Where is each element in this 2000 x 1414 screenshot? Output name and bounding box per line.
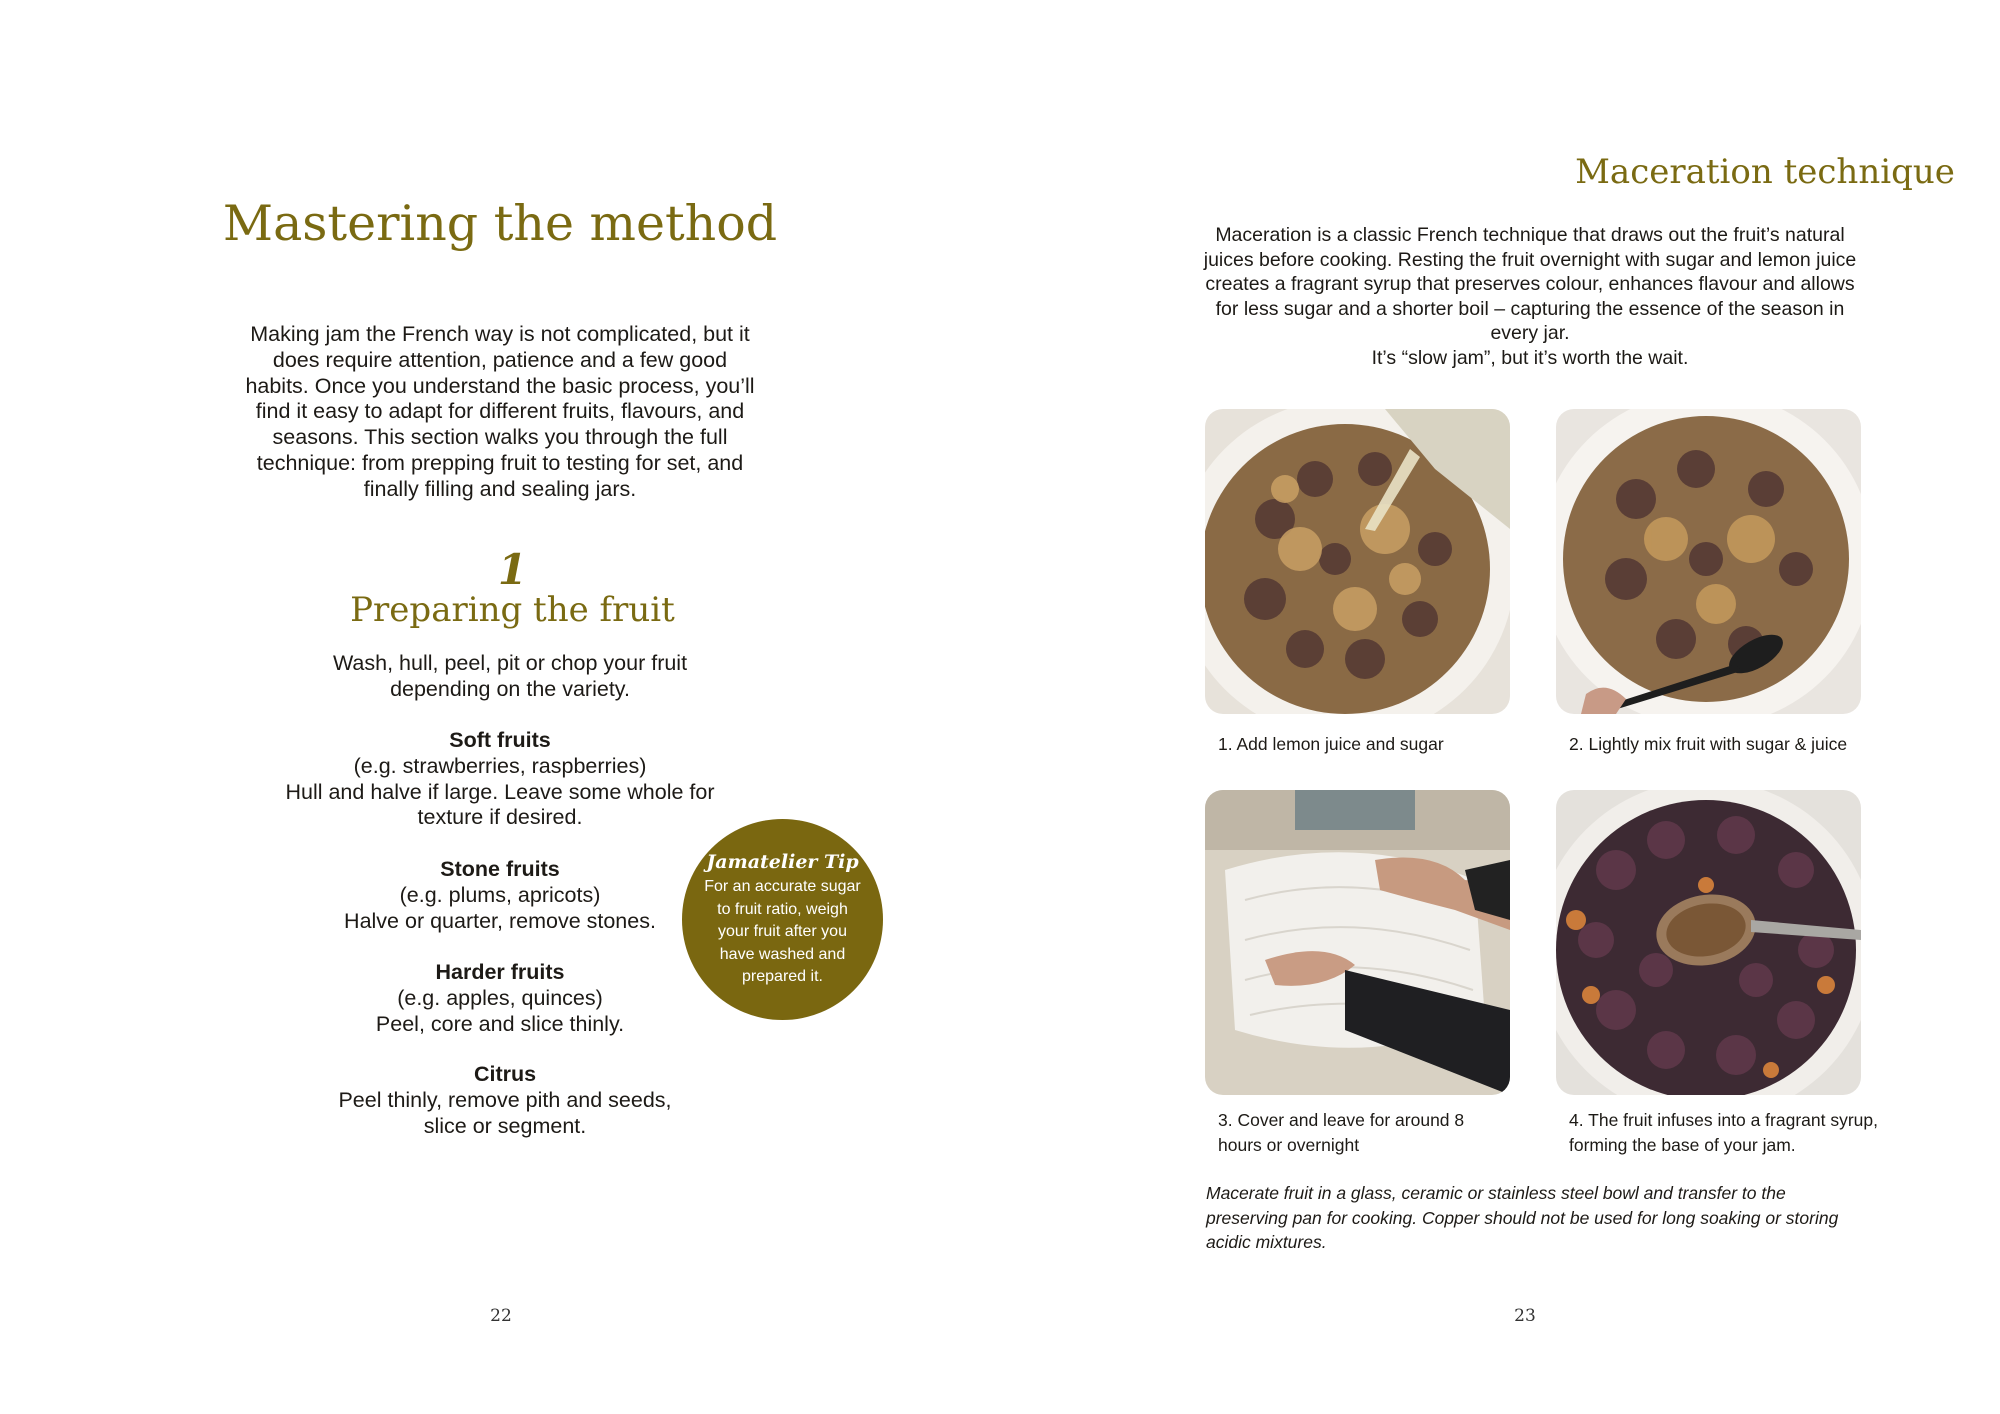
fruit-group-example: (e.g. apples, quinces) <box>397 985 603 1010</box>
photo-mix-fruit <box>1556 409 1861 714</box>
fruit-group-instruction: Hull and halve if large. Leave some whole for texture if desired. <box>285 779 715 830</box>
fruit-group-instruction: Peel, core and slice thinly. <box>375 1011 625 1036</box>
fruit-group-name: Stone fruits <box>440 857 560 881</box>
maceration-intro <box>1200 223 1860 370</box>
maceration-title: Maceration technique <box>1575 152 1955 192</box>
right-page <box>1000 0 2000 1414</box>
fruit-group-instruction: Halve or quarter, remove stones. <box>344 908 656 933</box>
tip-text: For an accurate sugar to fruit ratio, weigh your fruit after you have washed and prepared it. <box>704 878 861 985</box>
intro-tagline: It’s “slow jam”, but it’s worth the wait. <box>1371 346 1689 369</box>
page-title: Mastering the method <box>222 195 778 252</box>
fruit-group-name: Citrus <box>473 1062 537 1086</box>
fruit-group-name: Soft fruits <box>449 728 551 752</box>
maceration-note: Macerate fruit in a glass, ceramic or stainless steel bowl and transfer to the preserving pan for cooking. Copper should not be used for long soaking or storing acidic mixtures. <box>1206 1183 1839 1252</box>
section-intro: Wash, hull, peel, pit or chop your fruit depending on the variety. <box>332 651 688 701</box>
fruit-group-example: (e.g. plums, apricots) <box>399 882 601 907</box>
step-number: 1 <box>497 545 528 594</box>
photo-caption: 2. Lightly mix fruit with sugar & juice <box>1569 734 1848 754</box>
fruit-group-example: (e.g. strawberries, raspberries) <box>353 753 647 778</box>
fruit-group-instruction: Peel thinly, remove pith and seeds, slice or segment. <box>338 1087 672 1138</box>
fruit-group-citrus <box>205 1062 805 1139</box>
page-number: 22 <box>490 1306 512 1326</box>
photo-caption: 3. Cover and leave for around 8 hours or overnight <box>1218 1110 1465 1155</box>
photo-caption: 4. The fruit infuses into a fragrant syrup, forming the base of your jam. <box>1569 1110 1879 1155</box>
tip-circle <box>682 819 883 1020</box>
photo-caption: 1. Add lemon juice and sugar <box>1218 734 1444 754</box>
section-title: Preparing the fruit <box>350 590 675 630</box>
fruit-group-name: Harder fruits <box>435 960 565 984</box>
photo-add-lemon-juice <box>1205 409 1510 714</box>
page-number: 23 <box>1514 1306 1536 1326</box>
tip-title: Jamatelier Tip <box>706 851 859 873</box>
photo-fruit-syrup <box>1556 790 1861 1095</box>
photo-cover-bowl <box>1205 790 1510 1095</box>
intro-paragraph: Making jam the French way is not complicated, but it does require attention, patience and a few good habits. Once you understand the basic process, you’ll find it easy to adapt for different fruits, flavours, and seasons. This section walks you through the full technique: from prepping fruit to testing for set, and finally filling and sealing jars. <box>245 322 755 501</box>
fruit-group-soft <box>200 728 800 831</box>
intro-text: Maceration is a classic French technique that draws out the fruit’s natural juices before cooking. Resting the fruit overnight with sugar and lemon juice creates a fragrant syrup that preserves colour, enhances flavour and allows for less sugar and a shorter boil – capturing the essence of the season in every jar. <box>1203 224 1857 344</box>
